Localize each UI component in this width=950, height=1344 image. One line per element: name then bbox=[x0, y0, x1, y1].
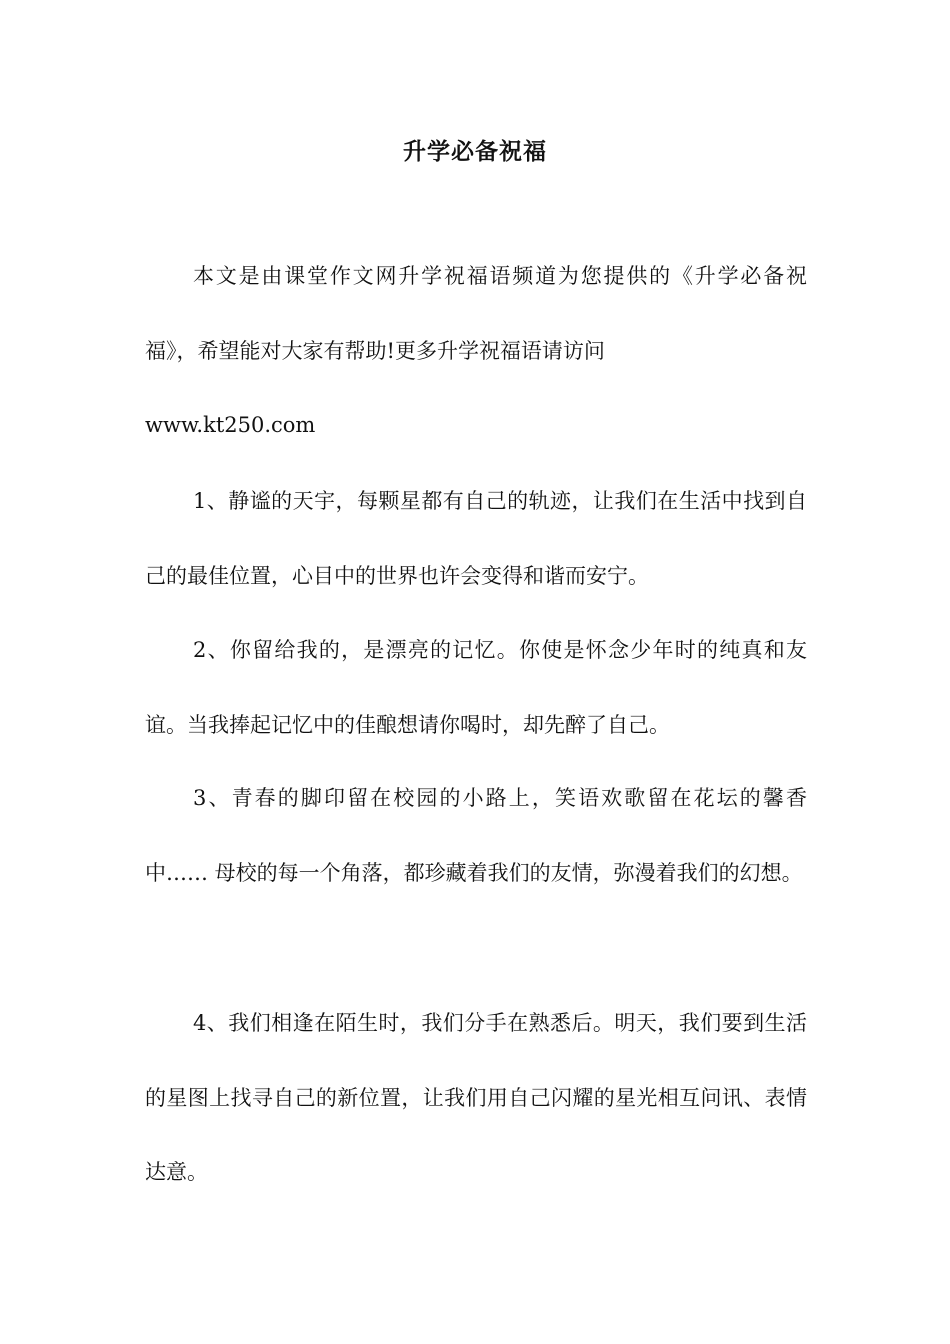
wish-paragraph-1: 1、静谧的天宇，每颗星都有自己的轨迹，让我们在生活中找到自己的最佳位置，心目中的世界也许会变得和谐而安宁。 bbox=[145, 489, 807, 588]
wish-paragraph-4: 4、我们相逢在陌生时，我们分手在熟悉后。明天，我们要到生活的星图上找寻自己的新位置，让我们用自己闪耀的星光相互问讯、表情达意。 bbox=[145, 1011, 807, 1184]
intro-url: www.kt250.com bbox=[145, 413, 316, 437]
intro-paragraph bbox=[145, 239, 807, 463]
wish-paragraph-2: 2、你留给我的，是漂亮的记忆。你使是怀念少年时的纯真和友谊。当我捧起记忆中的佳酿想请你喝时，却先醉了自己。 bbox=[145, 638, 807, 737]
document-title: 升学必备祝福 bbox=[403, 138, 547, 165]
intro-text: 本文是由课堂作文网升学祝福语频道为您提供的《升学必备祝福》，希望能对大家有帮助!更多升学祝福语请访问 bbox=[145, 264, 807, 363]
wish-paragraph-3: 3、青春的脚印留在校园的小路上，笑语欢歌留在花坛的馨香中…… 母校的每一个角落，都珍藏着我们的友情，弥漫着我们的幻想。 bbox=[145, 786, 807, 885]
